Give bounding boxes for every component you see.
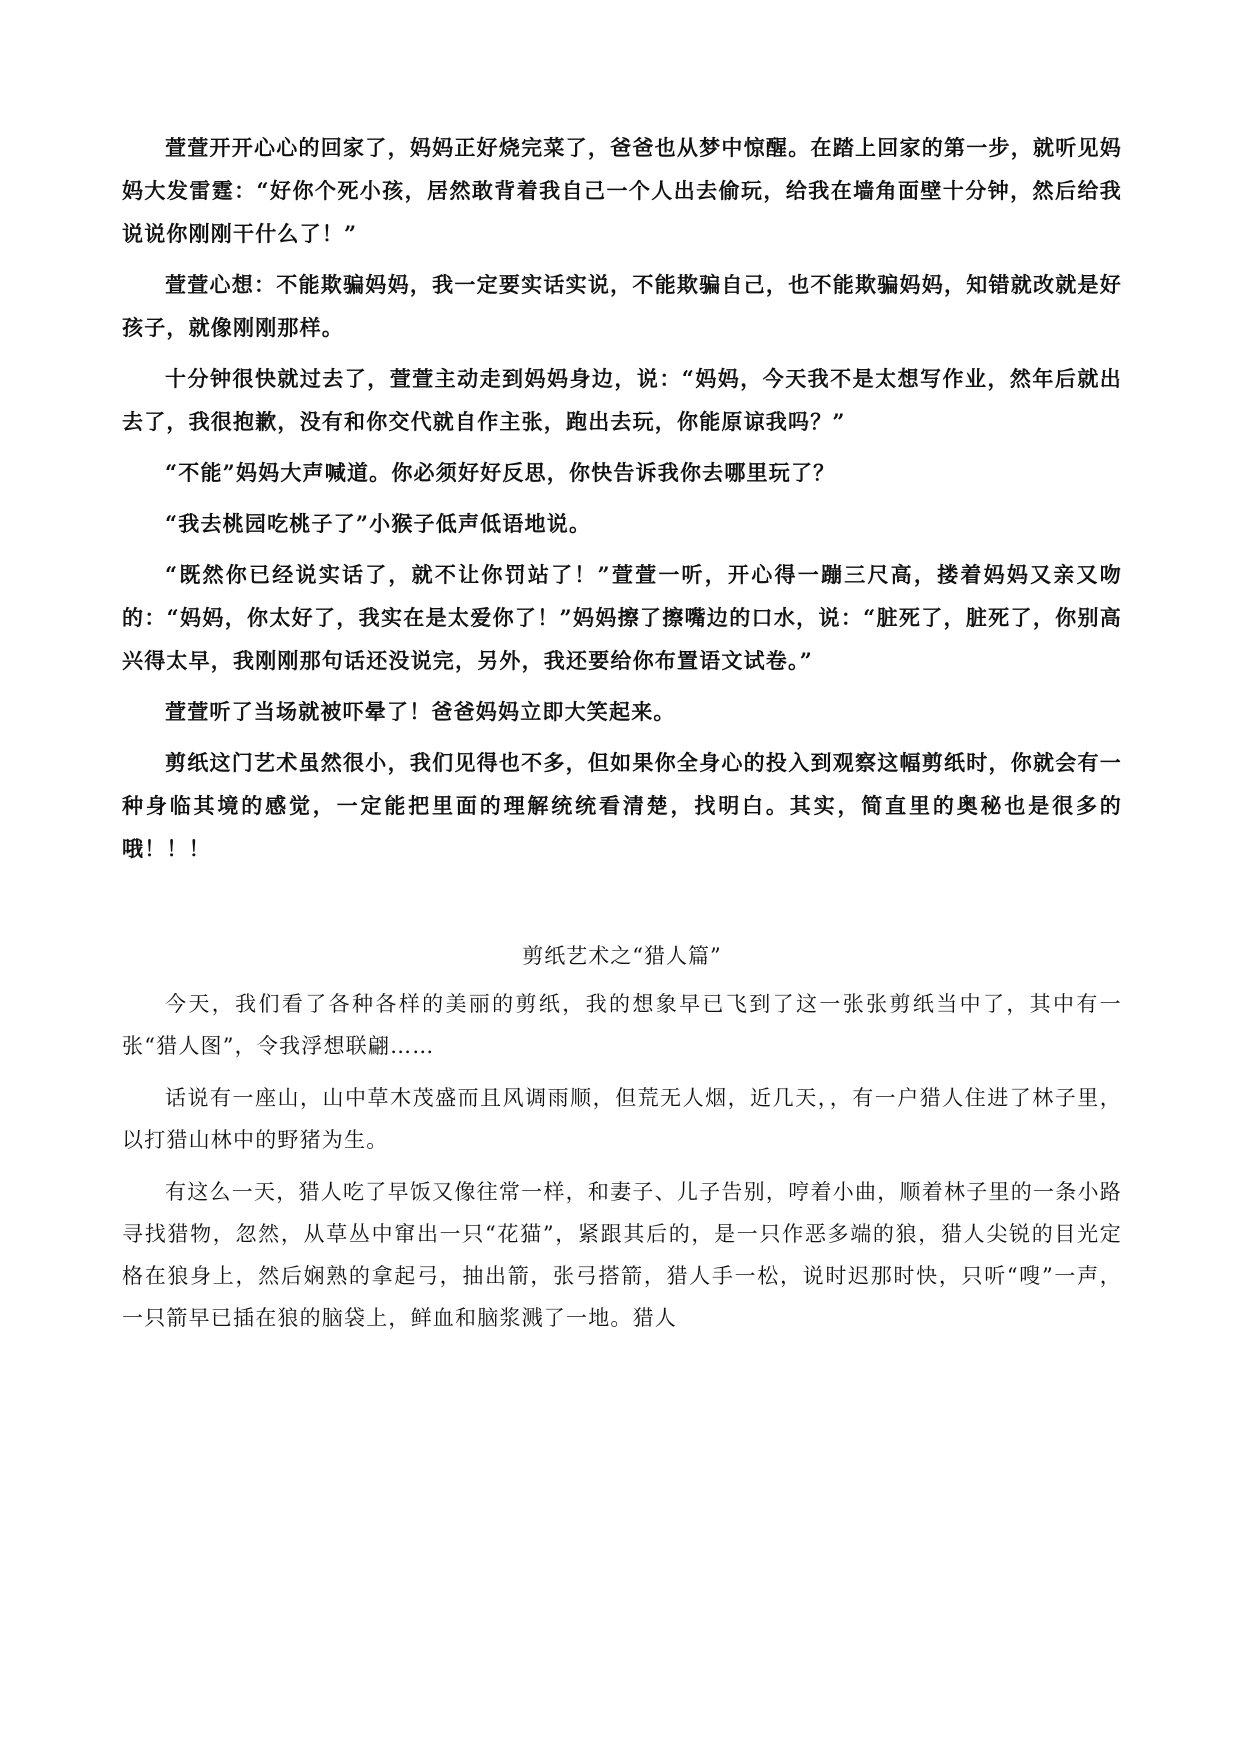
paragraph: 剪纸这门艺术虽然很小，我们见得也不多，但如果你全身心的投入到观察这幅剪纸时，你就会有一种身临其境的感觉，一定能把里面的理解统统看清楚，找明白。其实，简直里的奥秘也是很多的哦！！！ <box>122 750 1122 861</box>
section-title: 剪纸艺术之“猎人篇” <box>522 944 722 968</box>
paragraph: 萱萱心想：不能欺骗妈妈，我一定要实话实说，不能欺骗自己，也不能欺骗妈妈，知错就改就是好孩子，就像刚刚那样。 <box>122 272 1122 340</box>
paragraph: 十分钟很快就过去了，萱萱主动走到妈妈身边，说：“妈妈，今天我不是太想写作业，然年后就出去了，我很抱歉，没有和你交代就自作主张，跑出去玩，你能原谅我吗？” <box>122 366 1122 434</box>
paragraph: “我去桃园吃桃子了”小猴子低声低语地说。 <box>165 511 592 536</box>
paragraph: 今天，我们看了各种各样的美丽的剪纸，我的想象早已飞到了这一张张剪纸当中了，其中有一张“猎人图”，令我浮想联翩…… <box>122 992 1122 1058</box>
paragraph: “不能”妈妈大声喊道。你必须好好反思，你快告诉我你去哪里玩了？ <box>165 460 836 485</box>
paragraph: 有这么一天，猎人吃了早饭又像往常一样，和妻子、儿子告别，哼着小曲，顺着林子里的一条小路寻找猎物，忽然，从草丛中窜出一只“花猫”，紧跟其后的，是一只作恶多端的狼，猎人尖锐的目光定格在狼身上，然后娴熟的拿起弓，抽出箭，张弓搭箭，猎人手一松，说时迟那时快，只听“嗖”一声，一只箭早已插在狼的脑袋上，鲜血和脑浆溅了一地。猎人 <box>122 1180 1122 1330</box>
paragraph: 萱萱开开心心的回家了，妈妈正好烧完菜了，爸爸也从梦中惊醒。在踏上回家的第一步，就听见妈妈大发雷霆：“好你个死小孩，居然敢背着我自己一个人出去偷玩，给我在墙角面壁十分钟，然后给我说说你刚刚干什么了！” <box>122 135 1122 246</box>
story-section-bold <box>122 126 1122 878</box>
paragraph: 话说有一座山，山中草木茂盛而且风调雨顺，但荒无人烟，近几天，，有一户猎人住进了林子里，以打猎山林中的野猪为生。 <box>122 1086 1122 1152</box>
story-section-hunter <box>122 935 1122 1349</box>
paragraph: “既然你已经说实话了，就不让你罚站了！”萱萱一听，开心得一蹦三尺高，搂着妈妈又亲又吻的：“妈妈，你太好了，我实在是太爱你了！”妈妈擦了擦嘴边的口水，说：“脏死了，脏死了，你别高兴得太早，我刚刚那句话还没说完，另外，我还要给你布置语文试卷。” <box>122 562 1122 673</box>
paragraph: 萱萱听了当场就被吓晕了！爸爸妈妈立即大笑起来。 <box>165 699 676 724</box>
